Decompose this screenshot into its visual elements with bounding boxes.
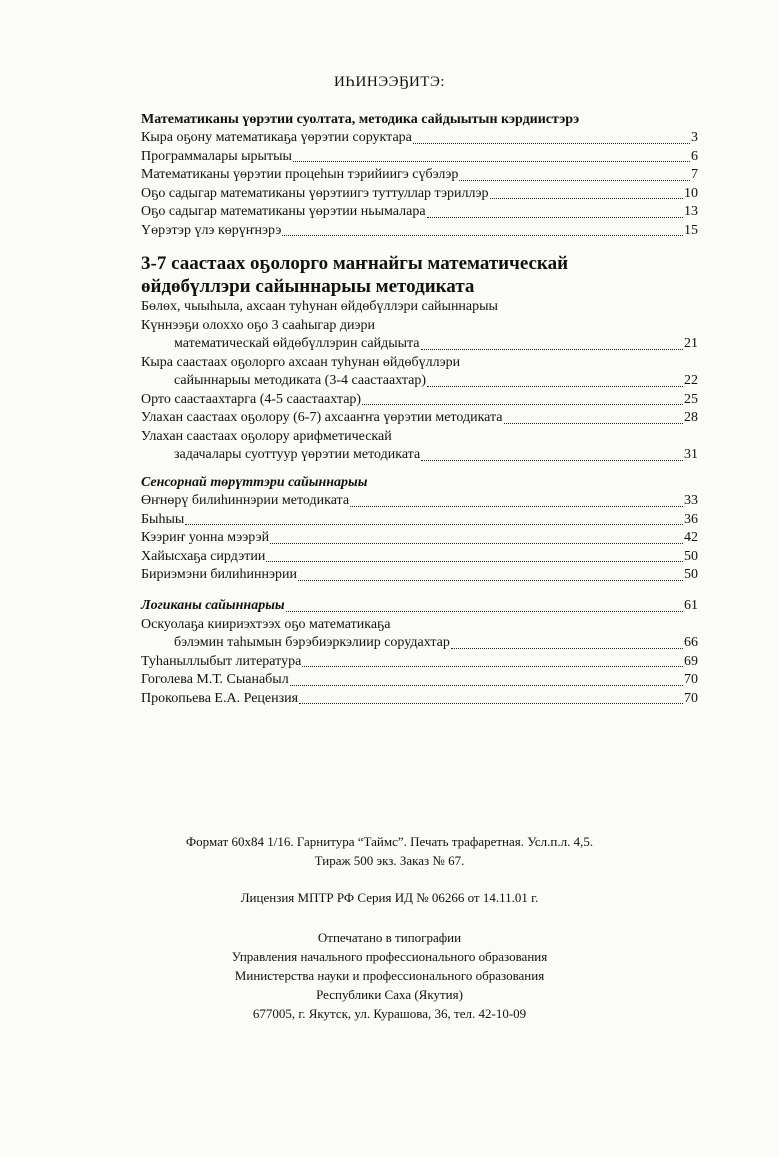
toc-entry: Хайысхаҕа сирдэтии 50 xyxy=(141,548,698,564)
imprint-license xyxy=(0,888,779,907)
section-heading: Сенсорнай төрүттэри сайыннарыы xyxy=(141,475,368,490)
toc-entry-cont: сайыннарыы методиката (3-4 саастаахтар) 22 xyxy=(174,373,698,388)
toc-entry: Гоголева М.Т. Сыанабыл 70 xyxy=(141,672,698,687)
toc-entry-cont: бэлэмин таһымын бэрэбиэркэлиир сорудахтар 66 xyxy=(174,635,698,650)
imprint-line: Управления начального профессионального образования xyxy=(231,949,548,964)
toc-entry: Программалары ырытыы 6 xyxy=(141,148,698,164)
toc-title: ИҺИНЭЭҔИТЭ: xyxy=(333,74,446,90)
imprint-line: Формат 60х84 1/16. Гарнитура “Таймс”. Печать трафаретная. Усл.п.л. 4,5. xyxy=(185,834,594,849)
toc-entry: Бөлөх, чыыһыла, ахсаан туһунан өйдөбүллэри сайыннарыы xyxy=(141,299,498,314)
toc-entry: Математиканы үөрэтии процеһын тэрийиигэ сүбэлэр 7 xyxy=(141,167,698,182)
toc-entry: Орто саастаахтарга (4-5 саастаахтар) 25 xyxy=(141,391,698,407)
imprint-printer xyxy=(0,928,779,1023)
section-heading: 3-7 саастаах оҕолорго маҥнайгы математическай xyxy=(141,253,569,274)
toc-entry: Кээриҥ уонна мээрэй 42 xyxy=(141,530,698,545)
toc-entry: Үөрэтэр үлэ көрүҥнэрэ 15 xyxy=(141,222,698,238)
toc-entry: Кыра оҕону математикаҕа үөрэтии соруктара 3 xyxy=(141,130,698,145)
imprint-line: Лицензия МПТР РФ Серия ИД № 06266 от 14.11.01 г. xyxy=(240,890,539,905)
toc-entry: Логиканы сайыннарыы 61 xyxy=(141,598,698,613)
toc-section-2 xyxy=(141,252,698,465)
toc-entry: Улахан саастаах оҕолору (6-7) ахсааҥҥа үөрэтии методиката 28 xyxy=(141,410,698,425)
imprint-line: Республики Саха (Якутия) xyxy=(316,987,463,1002)
toc-entry: Туһаныллыбыт литература 69 xyxy=(141,653,698,669)
toc-entry: Оскуолаҕа киириэхтээх оҕо математикаҕа xyxy=(141,616,391,632)
toc-entry: Өҥнөрү билиһиннэрии методиката 33 xyxy=(141,493,698,508)
section-heading: Логиканы сайыннарыы xyxy=(141,598,285,613)
toc-entry: Күннээҕи олоххо оҕо 3 сааһыгар диэри xyxy=(141,317,375,333)
toc-entry: Оҕо садыгар математиканы үөрэтии ньымалара 13 xyxy=(141,204,698,219)
toc-entry-cont: математическай өйдөбүллэрин сайдыыта 21 xyxy=(174,336,698,351)
imprint-line: Тираж 500 экз. Заказ № 67. xyxy=(314,853,465,868)
toc-entry: Прокопьева Е.А. Рецензия 70 xyxy=(141,690,698,706)
imprint-line: 677005, г. Якутск, ул. Курашова, 36, тел. 42-10-09 xyxy=(252,1006,527,1021)
toc-entry: Оҕо садыгар математиканы үөрэтиигэ туттуллар тэриллэр 10 xyxy=(141,185,698,201)
toc-entry: Бириэмэни билиһиннэрии 50 xyxy=(141,567,698,582)
imprint-line: Министерства науки и профессионального образования xyxy=(234,968,545,983)
toc-entry: Быһыы 36 xyxy=(141,511,698,527)
section-heading: Математиканы үөрэтии суолтата, методика сайдыытын кэрдиистэрэ xyxy=(141,112,580,127)
toc-section-4 xyxy=(141,596,698,708)
toc-section-3 xyxy=(141,473,698,585)
imprint-format xyxy=(0,832,779,870)
toc-section-1 xyxy=(141,110,698,240)
toc-entry-cont: задачалары суоттуур үөрэтии методиката 31 xyxy=(174,447,698,462)
imprint-line: Отпечатано в типографии xyxy=(317,930,462,945)
toc-entry: Улахан саастаах оҕолору арифметическай xyxy=(141,428,392,444)
section-heading: өйдөбүллэри сайыннарыы методиката xyxy=(141,276,475,297)
toc-entry: Кыра саастаах оҕолорго ахсаан туһунан өйдөбүллэри xyxy=(141,354,461,370)
